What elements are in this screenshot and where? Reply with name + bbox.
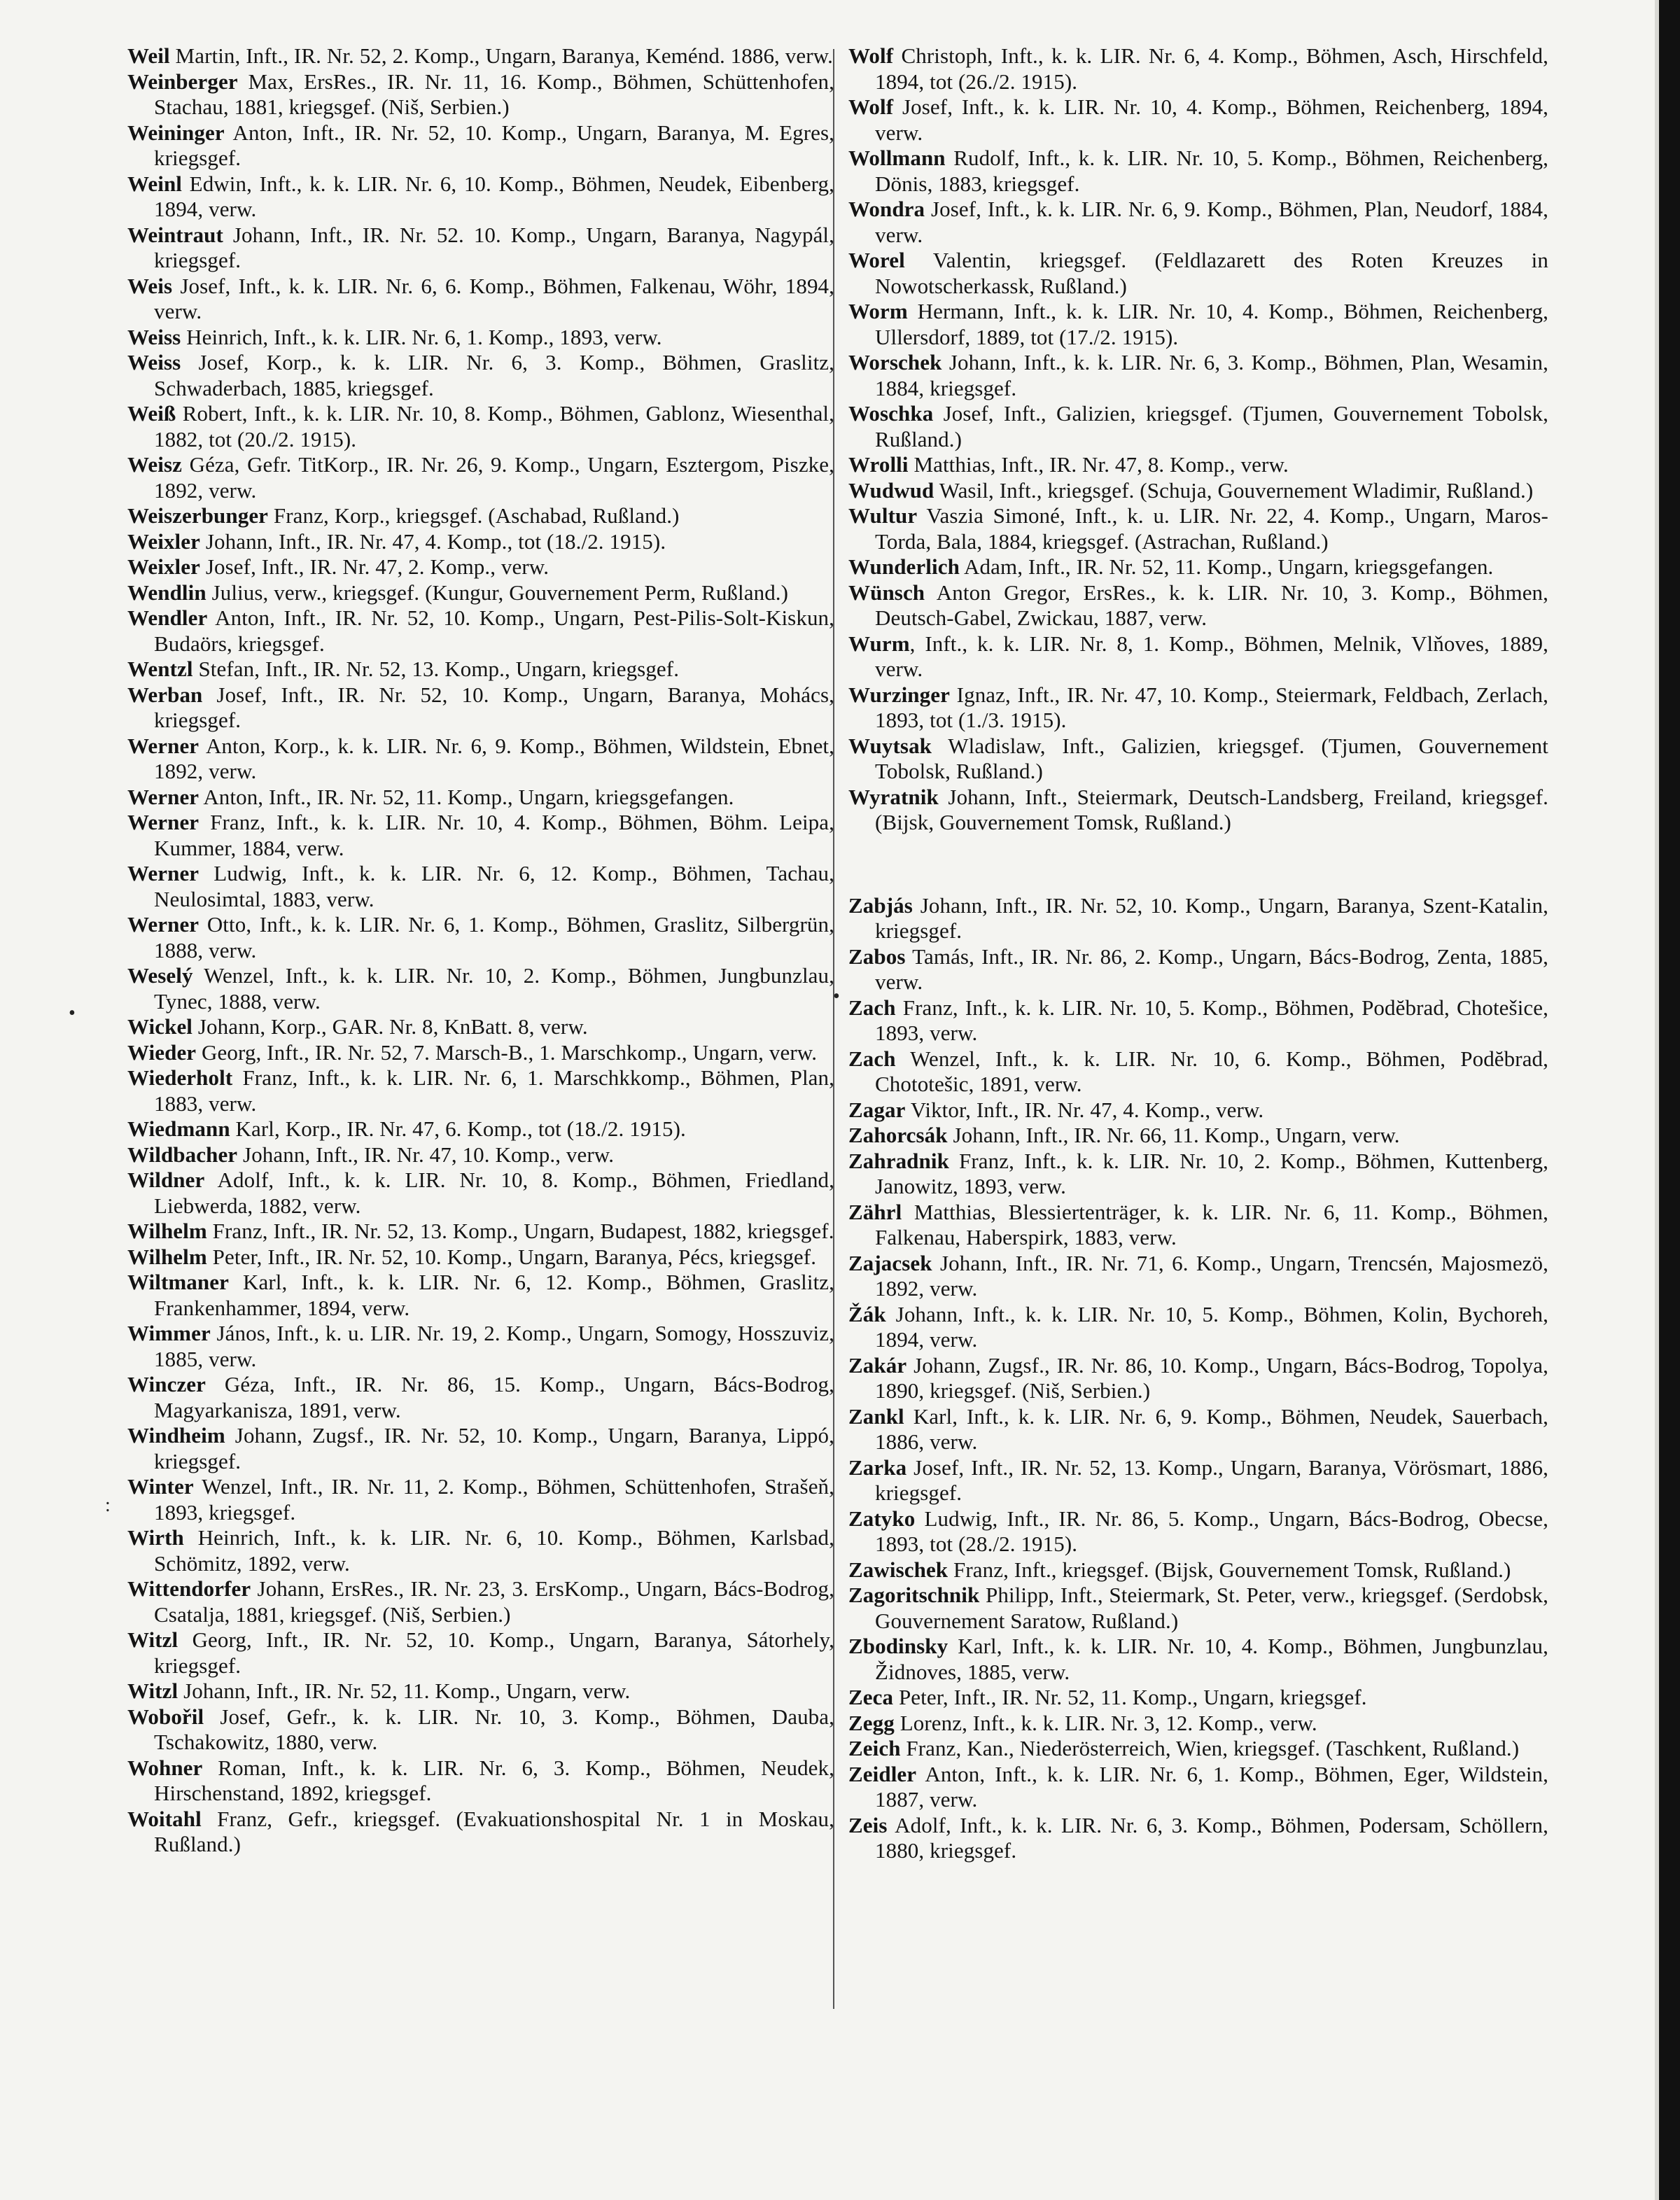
register-entry bbox=[127, 1756, 834, 1807]
entry-surname: Worel bbox=[848, 248, 905, 272]
entry-details: Josef, Inft., IR. Nr. 52, 13. Komp., Ungarn, Baranya, Vörösmart, 1886, kriegsgef. bbox=[875, 1455, 1548, 1505]
entry-details: Johann, Inft., Steiermark, Deutsch-Landsberg, Freiland, kriegsgef. (Bijsk, Gouvernement Tomsk, Rußland.) bbox=[875, 784, 1548, 834]
entry-details: Karl, Inft., k. k. LIR. Nr. 6, 9. Komp., Böhmen, Neudek, Sauerbach, 1886, verw. bbox=[875, 1403, 1548, 1454]
register-entry bbox=[127, 963, 834, 1014]
entry-details: Roman, Inft., k. k. LIR. Nr. 6, 3. Komp., Böhmen, Neudek, Hirschenstand, 1892, kriegsgef. bbox=[154, 1755, 834, 1805]
entry-surname: Wrolli bbox=[848, 452, 909, 477]
entry-surname: Woitahl bbox=[127, 1806, 202, 1831]
entry-surname: Wolf bbox=[848, 94, 894, 119]
entry-surname: Werner bbox=[127, 784, 200, 809]
entry-surname: Weis bbox=[127, 273, 173, 298]
register-entry bbox=[127, 69, 834, 120]
register-entry bbox=[127, 529, 834, 555]
register-entry bbox=[848, 299, 1548, 350]
entry-surname: Zährl bbox=[848, 1199, 902, 1224]
register-entry bbox=[127, 580, 834, 606]
register-entry bbox=[127, 912, 834, 963]
register-entry bbox=[848, 554, 1548, 580]
entry-details: Johann, Korp., GAR. Nr. 8, KnBatt. 8, verw. bbox=[197, 1014, 588, 1039]
entry-details: Johann, ErsRes., IR. Nr. 23, 3. ErsKomp., Ungarn, Bács-Bodrog, Csatalja, 1881, kriegsgef. (Niš, Serbien.) bbox=[154, 1576, 834, 1627]
register-entry bbox=[848, 682, 1548, 734]
entry-surname: Wildner bbox=[127, 1168, 205, 1192]
entry-details: Stefan, Inft., IR. Nr. 52, 13. Komp., Ungarn, kriegsgef. bbox=[198, 657, 680, 681]
page-edge bbox=[1659, 0, 1680, 2200]
entry-surname: Wimmer bbox=[127, 1321, 211, 1345]
entry-details: Josef, Inft., k. k. LIR. Nr. 6, 6. Komp., Böhmen, Falkenau, Wöhr, 1894, verw. bbox=[154, 273, 834, 323]
register-entry bbox=[127, 1807, 834, 1858]
register-entry bbox=[848, 944, 1548, 995]
entry-surname: Zbodinsky bbox=[848, 1634, 948, 1658]
entry-surname: Weinl bbox=[127, 171, 183, 196]
entry-details: Matthias, Inft., IR. Nr. 47, 8. Komp., verw. bbox=[913, 452, 1289, 477]
entry-surname: Zagoritschnik bbox=[848, 1583, 980, 1607]
register-entry bbox=[127, 171, 834, 223]
entry-details: Johann, Inft., IR. Nr. 52. 10. Komp., Ungarn, Baranya, Nagypál, kriegsgef. bbox=[154, 222, 834, 272]
margin-dot: • bbox=[833, 986, 840, 1007]
register-entry bbox=[127, 1142, 834, 1168]
margin-mark: : bbox=[105, 1494, 111, 1516]
entry-details: Johann, Inft., IR. Nr. 66, 11. Komp., Ungarn, verw. bbox=[953, 1123, 1400, 1147]
entry-details: Wasil, Inft., kriegsgef. (Schuja, Gouvernement Wladimir, Rußland.) bbox=[939, 477, 1534, 503]
entry-details: Anton, Inft., k. k. LIR. Nr. 6, 1. Komp., Böhmen, Eger, Wildstein, 1887, verw. bbox=[875, 1761, 1549, 1812]
register-entry bbox=[127, 1525, 834, 1576]
entry-details: Josef, Korp., k. k. LIR. Nr. 6, 3. Komp., Böhmen, Graslitz, Schwaderbach, 1885, kriegsgef. bbox=[154, 350, 834, 400]
entry-surname: Weselý bbox=[127, 963, 193, 988]
entry-surname: Zahorcsák bbox=[848, 1123, 948, 1147]
entry-details: Johann, Inft., k. k. LIR. Nr. 6, 3. Komp., Böhmen, Plan, Wesamin, 1884, kriegsgef. bbox=[875, 350, 1548, 400]
entry-surname: Weiszerbunger bbox=[127, 503, 269, 528]
entry-surname: Wobořil bbox=[127, 1704, 204, 1729]
entry-surname: Worm bbox=[848, 299, 908, 323]
right-column bbox=[848, 43, 1548, 1864]
entry-surname: Wiltmaner bbox=[127, 1270, 229, 1294]
entry-surname: Wiederholt bbox=[127, 1065, 233, 1090]
entry-details: Tamás, Inft., IR. Nr. 86, 2. Komp., Ungarn, Bács-Bodrog, Zenta, 1885, verw. bbox=[875, 944, 1549, 994]
entry-details: Viktor, Inft., IR. Nr. 47, 4. Komp., verw. bbox=[910, 1097, 1264, 1122]
entry-details: Karl, Inft., k. k. LIR. Nr. 10, 4. Komp., Böhmen, Jungbunzlau, Židnoves, 1885, verw. bbox=[875, 1634, 1548, 1684]
register-entry bbox=[127, 1627, 834, 1679]
register-entry bbox=[127, 1040, 834, 1066]
entry-surname: Werner bbox=[127, 912, 200, 937]
entry-details: Julius, verw., kriegsgef. (Kungur, Gouvernement Perm, Rußland.) bbox=[211, 580, 789, 605]
entry-details: Josef, Inft., k. k. LIR. Nr. 6, 9. Komp., Böhmen, Plan, Neudorf, 1884, verw. bbox=[875, 197, 1548, 247]
register-entry bbox=[127, 43, 834, 69]
entry-details: Anton, Korp., k. k. LIR. Nr. 6, 9. Komp., Böhmen, Wildstein, Ebnet, 1892, verw. bbox=[154, 733, 834, 783]
register-entry bbox=[127, 350, 834, 401]
register-entry bbox=[848, 197, 1548, 248]
register-entry bbox=[127, 861, 834, 912]
right-column-z-entries bbox=[848, 893, 1548, 1864]
entry-surname: Zawischek bbox=[848, 1557, 948, 1582]
entry-details: Edwin, Inft., k. k. LIR. Nr. 6, 10. Komp., Böhmen, Neudek, Eibenberg, 1894, verw. bbox=[154, 171, 834, 221]
entry-surname: Windheim bbox=[127, 1423, 225, 1448]
register-entry bbox=[848, 1302, 1548, 1353]
entry-surname: Wultur bbox=[848, 503, 918, 528]
entry-details: Christoph, Inft., k. k. LIR. Nr. 6, 4. Komp., Böhmen, Asch, Hirschfeld, 1894, tot (26./2. 1915). bbox=[875, 43, 1548, 94]
register-entry bbox=[848, 503, 1548, 554]
entry-details: Ignaz, Inft., IR. Nr. 47, 10. Komp., Steiermark, Feldbach, Zerlach, 1893, tot (1./3. 1915). bbox=[875, 682, 1548, 732]
register-entry bbox=[848, 1149, 1548, 1200]
register-entry bbox=[848, 248, 1548, 299]
entry-surname: Weiss bbox=[127, 324, 181, 349]
register-entry bbox=[127, 1423, 834, 1474]
entry-details: Peter, Inft., IR. Nr. 52, 11. Komp., Ungarn, kriegsgef. bbox=[898, 1685, 1367, 1709]
entry-surname: Weiß bbox=[127, 401, 176, 426]
entry-surname: Zeidler bbox=[848, 1761, 917, 1786]
register-entry bbox=[848, 1506, 1548, 1557]
register-entry bbox=[848, 94, 1548, 146]
register-entry bbox=[848, 631, 1548, 682]
entry-details: Valentin, kriegsgef. (Feldlazarett des Roten Kreuzes in Nowotscherkassk, Rußland.) bbox=[875, 248, 1548, 298]
entry-surname: Zabjás bbox=[848, 892, 913, 918]
entry-surname: Weinberger bbox=[127, 69, 238, 94]
entry-surname: Weil bbox=[127, 43, 170, 68]
entry-surname: Witzl bbox=[127, 1679, 178, 1703]
margin-dot: • bbox=[69, 1002, 76, 1024]
register-entry bbox=[848, 734, 1548, 785]
entry-details: Adolf, Inft., k. k. LIR. Nr. 6, 3. Komp., Böhmen, Podersam, Schöllern, 1880, kriegsgef. bbox=[875, 1812, 1548, 1863]
entry-details: Anton, Inft., IR. Nr. 52, 10. Komp., Ungarn, Pest-Pilis-Solt-Kiskun, Budaörs, kriegsgef. bbox=[154, 605, 835, 656]
entry-surname: Wyratnik bbox=[848, 784, 939, 809]
entry-details: Otto, Inft., k. k. LIR. Nr. 6, 1. Komp., Böhmen, Graslitz, Silbergrün, 1888, verw. bbox=[154, 912, 834, 962]
entry-surname: Witzl bbox=[127, 1627, 178, 1652]
entry-surname: Wuytsak bbox=[848, 733, 932, 758]
entry-surname: Werner bbox=[127, 861, 200, 885]
register-entry bbox=[848, 893, 1548, 944]
register-entry bbox=[127, 657, 834, 682]
entry-surname: Zabos bbox=[848, 944, 906, 969]
entry-surname: Woschka bbox=[848, 401, 934, 426]
register-entry bbox=[127, 1116, 834, 1142]
entry-details: Josef, Inft., IR. Nr. 52, 10. Komp., Ungarn, Baranya, Mohács, kriegsgef. bbox=[154, 682, 834, 732]
register-entry bbox=[848, 1455, 1548, 1506]
entry-surname: Wünsch bbox=[848, 580, 925, 605]
entry-surname: Werner bbox=[127, 810, 200, 834]
register-entry bbox=[127, 274, 834, 325]
register-entry bbox=[848, 43, 1548, 94]
entry-surname: Wurm bbox=[848, 631, 910, 656]
entry-details: , Inft., k. k. LIR. Nr. 8, 1. Komp., Böhmen, Melnik, Vlňoves, 1889, verw. bbox=[875, 631, 1548, 681]
entry-surname: Wohner bbox=[127, 1755, 203, 1780]
register-entry bbox=[127, 1474, 834, 1525]
register-entry bbox=[848, 1711, 1548, 1737]
entry-details: Adolf, Inft., k. k. LIR. Nr. 10, 8. Komp., Böhmen, Friedland, Liebwerda, 1882, verw. bbox=[154, 1168, 834, 1218]
register-entry bbox=[127, 1014, 834, 1040]
entry-surname: Weintraut bbox=[127, 222, 223, 247]
entry-surname: Wickel bbox=[127, 1014, 193, 1039]
entry-surname: Zeis bbox=[848, 1812, 888, 1837]
entry-details: Johann, Inft., IR. Nr. 47, 10. Komp., verw. bbox=[243, 1142, 615, 1167]
entry-surname: Wunderlich bbox=[848, 554, 960, 579]
entry-details: Franz, Inft., k. k. LIR. Nr. 6, 1. Marschkkomp., Böhmen, Plan, 1883, verw. bbox=[154, 1065, 834, 1116]
register-entry bbox=[848, 1200, 1548, 1251]
register-entry bbox=[127, 1576, 834, 1627]
register-entry bbox=[127, 503, 834, 529]
entry-details: Anton, Inft., IR. Nr. 52, 11. Komp., Ungarn, kriegsgefangen. bbox=[203, 784, 734, 809]
register-entry bbox=[848, 1634, 1548, 1685]
register-entry bbox=[848, 1098, 1548, 1123]
register-entry bbox=[848, 1353, 1548, 1404]
register-entry bbox=[848, 1813, 1548, 1864]
entry-surname: Žák bbox=[848, 1301, 886, 1326]
entry-details: Georg, Inft., IR. Nr. 52, 10. Komp., Ungarn, Baranya, Sátorhely, kriegsgef. bbox=[154, 1627, 834, 1678]
entry-surname: Wirth bbox=[127, 1525, 184, 1550]
entry-details: Wenzel, Inft., k. k. LIR. Nr. 10, 6. Komp., Böhmen, Podĕbrad, Chototešic, 1891, verw. bbox=[875, 1046, 1548, 1096]
entry-details: Wenzel, Inft., k. k. LIR. Nr. 10, 2. Komp., Böhmen, Jungbunzlau, Tynec, 1888, verw. bbox=[154, 963, 834, 1014]
entry-surname: Weiss bbox=[127, 350, 181, 374]
entry-details: Lorenz, Inft., k. k. LIR. Nr. 3, 12. Komp., verw. bbox=[899, 1710, 1317, 1735]
register-entry bbox=[127, 1168, 834, 1219]
entry-surname: Weixler bbox=[127, 554, 200, 579]
register-entry bbox=[127, 1704, 834, 1756]
register-entry bbox=[127, 1270, 834, 1321]
entry-details: Anton, Inft., IR. Nr. 52, 10. Komp., Ungarn, Baranya, M. Egres, kriegsgef. bbox=[154, 120, 835, 170]
entry-details: Franz, Inft., k. k. LIR. Nr. 10, 2. Komp., Böhmen, Kuttenberg, Janowitz, 1893, verw. bbox=[875, 1148, 1549, 1198]
register-entry bbox=[127, 1065, 834, 1116]
entry-details: Franz, Gefr., kriegsgef. (Evakuationshospital Nr. 1 in Moskau, Rußland.) bbox=[154, 1806, 834, 1856]
entry-surname: Wollmann bbox=[848, 146, 946, 170]
entry-details: Adam, Inft., IR. Nr. 52, 11. Komp., Ungarn, kriegsgefangen. bbox=[964, 554, 1494, 579]
register-entry bbox=[127, 1372, 834, 1423]
register-entry bbox=[127, 734, 834, 785]
entry-surname: Wildbacher bbox=[127, 1142, 238, 1167]
entry-details: Johann, Inft., IR. Nr. 71, 6. Komp., Ungarn, Trencsén, Majosmezö, 1892, verw. bbox=[875, 1250, 1548, 1301]
register-entry bbox=[127, 554, 834, 580]
entry-surname: Zach bbox=[848, 1046, 896, 1071]
entry-details: Josef, Inft., IR. Nr. 47, 2. Komp., verw. bbox=[205, 554, 550, 579]
entry-surname: Wendlin bbox=[127, 580, 206, 605]
register-entry bbox=[127, 1245, 834, 1270]
entry-surname: Weininger bbox=[127, 120, 225, 145]
entry-details: Ludwig, Inft., k. k. LIR. Nr. 6, 12. Komp., Böhmen, Tachau, Neulosimtal, 1883, verw. bbox=[154, 861, 834, 911]
entry-surname: Wilhelm bbox=[127, 1244, 207, 1269]
entry-details: Philipp, Inft., Steiermark, St. Peter, verw., kriegsgef. (Serdobsk, Gouvernement Saratow, Rußland.) bbox=[875, 1583, 1548, 1633]
entry-details: Georg, Inft., IR. Nr. 52, 7. Marsch-B., 1. Marschkomp., Ungarn, verw. bbox=[202, 1039, 818, 1065]
entry-surname: Wieder bbox=[127, 1039, 197, 1065]
register-entry bbox=[127, 1321, 834, 1372]
entry-details: Heinrich, Inft., k. k. LIR. Nr. 6, 10. Komp., Böhmen, Karlsbad, Schömitz, 1892, verw. bbox=[154, 1525, 835, 1576]
entry-details: Johann, Zugsf., IR. Nr. 86, 10. Komp., Ungarn, Bács-Bodrog, Topolya, 1890, kriegsgef. (Niš, Serbien.) bbox=[875, 1352, 1548, 1403]
entry-details: Franz, Inft., kriegsgef. (Bijsk, Gouvernement Tomsk, Rußland.) bbox=[953, 1557, 1511, 1582]
entry-surname: Zach bbox=[848, 995, 896, 1020]
entry-surname: Zajacsek bbox=[848, 1250, 932, 1275]
entry-details: Wladislaw, Inft., Galizien, kriegsgef. (Tjumen, Gouvernement Tobolsk, Rußland.) bbox=[875, 733, 1548, 783]
register-entry bbox=[127, 325, 834, 351]
entry-surname: Zeich bbox=[848, 1736, 901, 1760]
register-entry bbox=[127, 223, 834, 274]
entry-details: Franz, Inft., IR. Nr. 52, 13. Komp., Ungarn, Budapest, 1882, kriegsgef. bbox=[212, 1219, 834, 1243]
register-entry bbox=[848, 452, 1548, 478]
entry-details: Ludwig, Inft., IR. Nr. 86, 5. Komp., Ungarn, Bács-Bodrog, Obecse, 1893, tot (28./2. 1915). bbox=[875, 1506, 1548, 1556]
entry-details: Karl, Inft., k. k. LIR. Nr. 6, 12. Komp., Böhmen, Graslitz, Frankenhammer, 1894, verw. bbox=[154, 1270, 834, 1320]
register-entry bbox=[127, 1219, 834, 1245]
register-entry bbox=[848, 1583, 1548, 1634]
entry-details: Franz, Inft., k. k. LIR. Nr. 10, 4. Komp., Böhmen, Böhm. Leipa, Kummer, 1884, verw. bbox=[154, 810, 834, 860]
entry-surname: Wiedmann bbox=[127, 1116, 230, 1141]
left-column bbox=[127, 43, 834, 1858]
register-entry bbox=[848, 1251, 1548, 1302]
entry-surname: Wittendorfer bbox=[127, 1576, 251, 1601]
register-entry bbox=[127, 810, 834, 861]
entry-details: Josef, Inft., Galizien, kriegsgef. (Tjumen, Gouvernement Tobolsk, Rußland.) bbox=[875, 401, 1548, 451]
section-gap bbox=[848, 836, 1548, 893]
entry-details: Vaszia Simoné, Inft., k. u. LIR. Nr. 22, 4. Komp., Ungarn, Maros-Torda, Bala, 1884, kriegsgef. (Astrachan, Rußland.) bbox=[875, 503, 1548, 554]
entry-details: Johann, Inft., k. k. LIR. Nr. 10, 5. Komp., Böhmen, Kolin, Bychoreh, 1894, verw. bbox=[875, 1301, 1548, 1352]
entry-details: Géza, Inft., IR. Nr. 86, 15. Komp., Ungarn, Bács-Bodrog, Magyarkanisza, 1891, verw. bbox=[154, 1372, 834, 1422]
entry-surname: Zarka bbox=[848, 1455, 907, 1480]
entry-surname: Werban bbox=[127, 682, 203, 707]
entry-details: Anton Gregor, ErsRes., k. k. LIR. Nr. 10, 3. Komp., Böhmen, Deutsch-Gabel, Zwickau, 1887, verw. bbox=[875, 580, 1548, 630]
register-entry bbox=[127, 785, 834, 811]
entry-details: Johann, Zugsf., IR. Nr. 52, 10. Komp., Ungarn, Baranya, Lippó, kriegsgef. bbox=[154, 1423, 834, 1473]
entry-surname: Zakár bbox=[848, 1352, 907, 1378]
entry-details: Franz, Kan., Niederösterreich, Wien, kriegsgef. (Taschkent, Rußland.) bbox=[906, 1736, 1520, 1760]
entry-details: Johann, Inft., IR. Nr. 47, 4. Komp., tot (18./2. 1915). bbox=[205, 528, 666, 554]
entry-details: János, Inft., k. u. LIR. Nr. 19, 2. Komp., Ungarn, Somogy, Hosszuviz, 1885, verw. bbox=[154, 1321, 834, 1371]
entry-details: Rudolf, Inft., k. k. LIR. Nr. 10, 5. Komp., Böhmen, Reichenberg, Dönis, 1883, kriegsgef. bbox=[875, 146, 1548, 196]
register-entry bbox=[848, 146, 1548, 197]
entry-surname: Wendler bbox=[127, 605, 208, 630]
entry-surname: Winczer bbox=[127, 1372, 206, 1396]
register-entry bbox=[848, 785, 1548, 836]
entry-surname: Winter bbox=[127, 1474, 194, 1499]
entry-details: Matthias, Blessiertenträger, k. k. LIR. Nr. 6, 11. Komp., Böhmen, Falkenau, Haberspirk, 1883, verw. bbox=[875, 1199, 1548, 1249]
entry-surname: Zeca bbox=[848, 1685, 894, 1709]
register-entry bbox=[127, 452, 834, 503]
entry-details: Max, ErsRes., IR. Nr. 11, 16. Komp., Böhmen, Schüttenhofen, Stachau, 1881, kriegsgef. (Niš, Serbien.) bbox=[154, 69, 834, 119]
entry-surname: Worschek bbox=[848, 350, 942, 374]
register-entry bbox=[848, 1736, 1548, 1762]
register-entry bbox=[848, 1046, 1548, 1098]
entry-details: Wenzel, Inft., IR. Nr. 11, 2. Komp., Böhmen, Schüttenhofen, Strašeň, 1893, kriegsgef. bbox=[154, 1474, 834, 1525]
entry-details: Josef, Inft., k. k. LIR. Nr. 10, 4. Komp., Böhmen, Reichenberg, 1894, verw. bbox=[875, 94, 1548, 145]
entry-surname: Wudwud bbox=[848, 477, 934, 503]
entry-surname: Zagar bbox=[848, 1097, 906, 1122]
register-entry bbox=[127, 401, 834, 452]
register-entry bbox=[848, 350, 1548, 401]
entry-surname: Zahradnik bbox=[848, 1148, 949, 1173]
entry-details: Martin, Inft., IR. Nr. 52, 2. Komp., Ungarn, Baranya, Keménd. 1886, verw. bbox=[175, 43, 833, 68]
entry-details: Johann, Inft., IR. Nr. 52, 10. Komp., Ungarn, Baranya, Szent-Katalin, kriegsgef. bbox=[875, 892, 1549, 943]
entry-details: Franz, Korp., kriegsgef. (Aschabad, Rußland.) bbox=[273, 503, 680, 528]
entry-details: Heinrich, Inft., k. k. LIR. Nr. 6, 1. Komp., 1893, verw. bbox=[186, 324, 662, 349]
entry-details: Géza, Gefr. TitKorp., IR. Nr. 26, 9. Komp., Ungarn, Esztergom, Piszke, 1892, verw. bbox=[154, 452, 834, 503]
entry-surname: Wondra bbox=[848, 197, 925, 221]
register-entry bbox=[127, 605, 834, 657]
register-entry bbox=[848, 1762, 1548, 1813]
register-entry bbox=[848, 401, 1548, 452]
entry-details: Peter, Inft., IR. Nr. 52, 10. Komp., Ungarn, Baranya, Pécs, kriegsgef. bbox=[212, 1244, 817, 1269]
entry-details: Franz, Inft., k. k. LIR. Nr. 10, 5. Komp., Böhmen, Podĕbrad, Chotešice, 1893, verw. bbox=[875, 995, 1548, 1045]
register-entry bbox=[848, 1685, 1548, 1711]
entry-surname: Wolf bbox=[848, 43, 894, 68]
register-entry bbox=[848, 580, 1548, 631]
entry-details: Johann, Inft., IR. Nr. 52, 11. Komp., Ungarn, verw. bbox=[183, 1679, 631, 1703]
register-entry bbox=[127, 120, 834, 171]
right-column-w-entries bbox=[848, 43, 1548, 836]
register-entry bbox=[848, 478, 1548, 504]
register-entry bbox=[848, 995, 1548, 1046]
register-entry bbox=[127, 682, 834, 734]
entry-details: Karl, Korp., IR. Nr. 47, 6. Komp., tot (18./2. 1915). bbox=[235, 1116, 686, 1141]
entry-surname: Wentzl bbox=[127, 657, 193, 681]
entry-details: Hermann, Inft., k. k. LIR. Nr. 10, 4. Komp., Böhmen, Reichenberg, Ullersdorf, 1889, tot (17./2. 1915). bbox=[875, 299, 1548, 349]
entry-surname: Weisz bbox=[127, 452, 182, 477]
register-entry bbox=[848, 1123, 1548, 1149]
entry-surname: Weixler bbox=[127, 528, 200, 554]
register-entry bbox=[848, 1404, 1548, 1455]
register-entry bbox=[127, 1679, 834, 1704]
entry-surname: Wurzinger bbox=[848, 682, 950, 707]
entry-details: Josef, Gefr., k. k. LIR. Nr. 10, 3. Komp., Böhmen, Dauba, Tschakowitz, 1880, verw. bbox=[154, 1704, 834, 1754]
entry-surname: Werner bbox=[127, 733, 200, 758]
entry-details: Robert, Inft., k. k. LIR. Nr. 10, 8. Komp., Böhmen, Gablonz, Wiesenthal, 1882, tot (20./2. 1915). bbox=[154, 401, 834, 451]
entry-surname: Wilhelm bbox=[127, 1219, 207, 1243]
register-entry bbox=[848, 1557, 1548, 1583]
entry-surname: Zatyko bbox=[848, 1506, 916, 1531]
entry-surname: Zegg bbox=[848, 1710, 895, 1735]
entry-surname: Zankl bbox=[848, 1403, 904, 1429]
